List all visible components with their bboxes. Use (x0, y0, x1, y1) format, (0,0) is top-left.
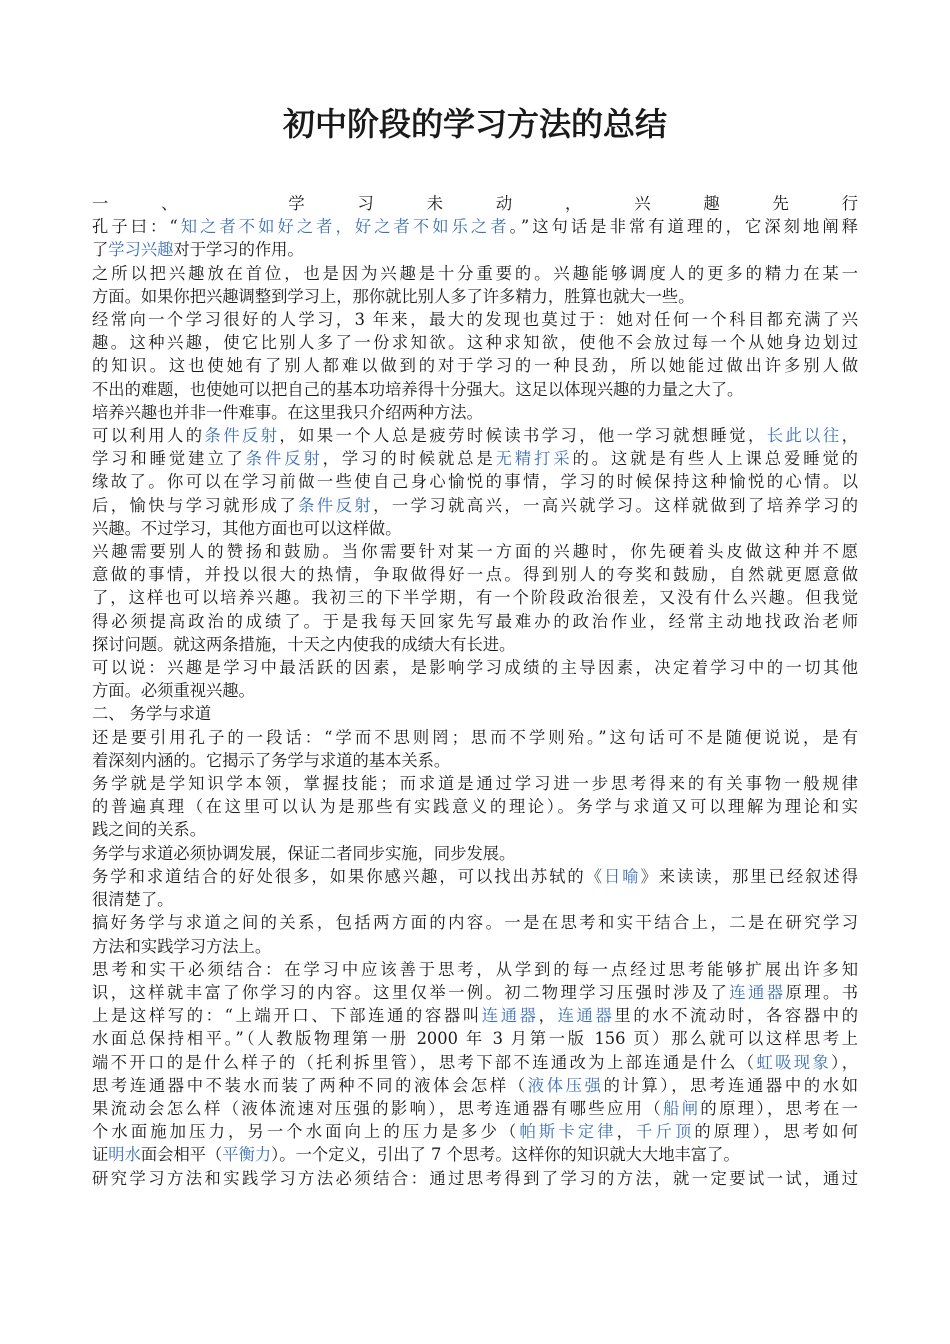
keyword-link[interactable]: 条件反射 (298, 495, 374, 515)
text-segment: 后，愉快与学习就形成了 (92, 495, 299, 515)
text-segment: 兴趣。不过学习，其他方面也可以这样做。 (92, 518, 402, 538)
text-line (92, 1027, 858, 1050)
text-segment: 面会相平（ (140, 1145, 223, 1165)
text-segment: 的计算），思考连通器中的水如 (603, 1075, 858, 1095)
text-segment: 的原理），思考如何 (694, 1122, 858, 1142)
text-line (92, 308, 858, 331)
text-line (92, 354, 858, 377)
text-segment: 经常向一个学习很好的人学习，3 年来，最大的发现也莫过于：她对任何一个科目都充满了兴 (92, 310, 858, 330)
keyword-link[interactable]: 条件反射 (245, 449, 323, 469)
text-segment: 识，这样就丰富了你学习的内容。这里仅举一例。初二物理学习压强时涉及了 (92, 982, 730, 1002)
text-segment: 一、 学习未动，兴趣先行 (92, 194, 858, 213)
text-segment: 思考和实干必须结合：在学习中应该善于思考，从学到的每一点经过思考能够扩展出许多知 (92, 959, 858, 979)
keyword-link[interactable]: 平衡力 (222, 1145, 272, 1165)
text-segment: 趣。这种兴趣，使它比别人多了一份求知欲。这种求知欲，使他不会放过每一个从她身边划过 (92, 333, 858, 353)
text-segment: 证 (92, 1145, 109, 1165)
document-body (92, 192, 858, 1190)
text-line (92, 378, 858, 401)
text-segment: 端不开口的是什么样子的（托利拆里管），思考下部不连通改为上部连通是什么（ (92, 1052, 757, 1072)
text-segment: 之所以把兴趣放在首位，也是因为兴趣是十分重要的。兴趣能够调度人的更多的精力在某一 (92, 263, 858, 283)
text-segment: ，一学习就高兴，一高兴就学习。这样就做到了培养学习的 (373, 495, 858, 515)
text-segment: 方面。必须重视兴趣。 (92, 681, 255, 701)
text-segment: 意做的事情，并投以很大的热情，争取做得好一点。得到别人的夸奖和鼓励，自然就更愿意做 (92, 565, 858, 585)
text-segment: 个水面施加压力，另一个水面向上的压力是多少（ (92, 1122, 520, 1142)
text-segment: 》来读读，那里已经叙述得 (640, 866, 858, 886)
keyword-link[interactable]: 液体压强 (527, 1075, 604, 1095)
text-segment: ，学习的时候就总是 (322, 449, 496, 469)
text-segment: 果流动会怎么样（液体流速对压强的影响），思考连通器有哪些应用（ (92, 1098, 664, 1118)
text-segment: 方面。如果你把兴趣调整到学习上，那你就比别人多了许多精力，胜算也就大一些。 (92, 286, 695, 306)
text-line (92, 911, 858, 934)
keyword-link[interactable]: 条件反射 (204, 426, 280, 446)
text-segment: 着深刻内涵的。它揭示了务学与求道的基本关系。 (92, 750, 451, 770)
keyword-link[interactable]: 长此以往 (766, 426, 842, 446)
text-segment: 原理。书 (785, 982, 858, 1002)
text-segment: 。”这句话是非常有道理的，它深刻地阐释 (509, 217, 858, 237)
text-line (92, 1004, 858, 1027)
text-line (92, 772, 858, 795)
text-segment: 孔子曰：“ (92, 217, 178, 237)
text-line (92, 586, 858, 609)
text-segment: ）， (831, 1052, 858, 1072)
text-line (92, 1143, 858, 1166)
text-segment: 可以利用人的 (92, 426, 205, 446)
text-segment: 了，这样也可以培养兴趣。我初三的下半学期，有一个阶段政治很差，又没有什么兴趣。但我觉 (92, 588, 858, 608)
keyword-link[interactable]: 船闸 (663, 1098, 701, 1118)
text-line (92, 981, 858, 1004)
page-title: 初中阶段的学习方法的总结 (282, 105, 667, 143)
text-segment: 搞好务学与求道之间的关系，包括两方面的内容。一是在思考和实干结合上，二是在研究学习 (92, 913, 858, 933)
text-segment: 的原理），思考在一 (700, 1098, 858, 1118)
text-segment: 培养兴趣也并非一件难事。在这里我只介绍两种方法。 (92, 402, 483, 422)
text-segment: 上是这样写的：“上端开口、下部连通的容器叫 (92, 1006, 482, 1026)
text-segment: 还是要引用孔子的一段话：“学而不思则罔；思而不学则殆。”这句话可不是随便说说，是有 (92, 727, 858, 747)
keyword-link[interactable]: 无精打采 (495, 449, 573, 469)
text-line (92, 262, 858, 285)
text-segment: ， (841, 426, 858, 446)
text-line (92, 1051, 858, 1074)
text-segment: 缘故了。你可以在学习前做一些使自己身心愉悦的事情，学习的时候保持这种愉悦的心情。以 (92, 472, 858, 492)
text-segment: 里的水不流动时，各容器中的 (614, 1006, 858, 1026)
text-line (92, 540, 858, 563)
text-line (92, 679, 858, 702)
text-segment: 很清楚了。 (92, 890, 174, 910)
text-segment: 兴趣需要别人的赞扬和鼓励。当你需要针对某一方面的兴趣时，你先硬着头皮做这种并不愿 (92, 542, 858, 562)
text-line (92, 842, 858, 865)
text-segment: 探讨问题。就这两条措施，十天之内使我的成绩大有长进。 (92, 634, 516, 654)
text-line (92, 1097, 858, 1120)
text-segment: 对于学习的作用。 (173, 240, 304, 260)
keyword-link[interactable]: 学习兴趣 (108, 240, 174, 260)
text-segment: 研究学习方法和实践学习方法必须结合：通过思考得到了学习的方法，就一定要试一试，通过 (92, 1168, 858, 1188)
text-line (92, 331, 858, 354)
text-segment: 水面总保持相平。”（人教版物理第一册 2000 年 3 月第一版 156 页）那么就可以这样思考上 (92, 1029, 858, 1049)
text-segment: 了 (92, 240, 109, 260)
text-segment: 践之间的关系。 (92, 820, 206, 840)
text-line (92, 401, 858, 424)
text-line (92, 818, 858, 841)
text-segment: 不出的难题，也使她可以把自己的基本功培养得十分强大。这足以体现兴趣的力量之大了。 (92, 379, 744, 399)
text-line (92, 865, 858, 888)
text-segment: 务学就是学知识学本领，掌握技能；而求道是通过学习进一步思考得来的有关事物一般规律 (92, 774, 858, 794)
text-line (92, 633, 858, 656)
text-line (92, 935, 858, 958)
text-line (92, 238, 858, 261)
text-segment: 二、 务学与求道 (92, 704, 212, 724)
keyword-link[interactable]: 虹吸现象 (756, 1052, 832, 1072)
text-line (92, 958, 858, 981)
text-segment: 务学与求道必须协调发展，保证二者同步实施，同步发展。 (92, 843, 516, 863)
keyword-link[interactable]: 帕斯卡定律 (519, 1122, 617, 1142)
text-line (92, 447, 858, 470)
text-line (92, 494, 858, 517)
keyword-link[interactable]: 连通器 (729, 982, 786, 1002)
text-segment: 的知识。这也使她有了别人都难以做到的对于学习的一种艮劲，所以她能过做出许多别人做 (92, 356, 858, 376)
text-line (92, 702, 858, 725)
text-line (92, 1120, 858, 1143)
text-line (92, 610, 858, 633)
text-line (92, 656, 858, 679)
text-segment: 的。这就是有些人上课总爱睡觉的 (572, 449, 858, 469)
text-line (92, 517, 858, 540)
text-segment: 学习和睡觉建立了 (92, 449, 246, 469)
text-line (92, 563, 858, 586)
text-segment: ， (538, 1006, 558, 1026)
text-line (92, 470, 858, 493)
text-line (92, 749, 858, 772)
text-segment: 方法和实践学习方法上。 (92, 936, 272, 956)
keyword-link[interactable]: 知之者不如好之者，好之者不如乐之者 (177, 217, 510, 237)
keyword-link[interactable]: 明水 (108, 1145, 141, 1165)
text-segment: 可以说：兴趣是学习中最活跃的因素，是影响学习成绩的主导因素，决定着学习中的一切其他 (92, 658, 858, 678)
text-segment: 的普遍真理（在这里可以认为是那些有实践意义的理论）。务学与求道又可以理解为理论和实 (92, 797, 858, 817)
keyword-link[interactable]: 连通器 (481, 1006, 539, 1026)
text-line (92, 1167, 858, 1190)
text-line (92, 726, 858, 749)
keyword-link[interactable]: 日喻 (603, 866, 641, 886)
text-segment: 务学和求道结合的好处很多，如果你感兴趣，可以找出苏轼的《 (92, 866, 604, 886)
keyword-link[interactable]: 连通器 (557, 1006, 615, 1026)
text-segment: 思考连通器中不装水而装了两种不同的液体会怎样（ (92, 1075, 528, 1095)
text-segment: 得必须提高政治的成绩了。于是我每天回家先写最难办的政治作业，经常主动地找政治老师 (92, 611, 858, 631)
text-line (92, 285, 858, 308)
text-segment: ，如果一个人总是疲劳时候读书学习，他一学习就想睡觉， (279, 426, 767, 446)
text-line (92, 888, 858, 911)
text-segment: ， (616, 1122, 637, 1142)
text-line (92, 795, 858, 818)
text-line (92, 192, 858, 215)
text-line (92, 1074, 858, 1097)
text-line (92, 215, 858, 238)
text-segment: ）。一个定义，引出了 7 个思考。这样你的知识就大大地丰富了。 (271, 1145, 740, 1165)
keyword-link[interactable]: 千斤顶 (636, 1122, 695, 1142)
text-line (92, 424, 858, 447)
